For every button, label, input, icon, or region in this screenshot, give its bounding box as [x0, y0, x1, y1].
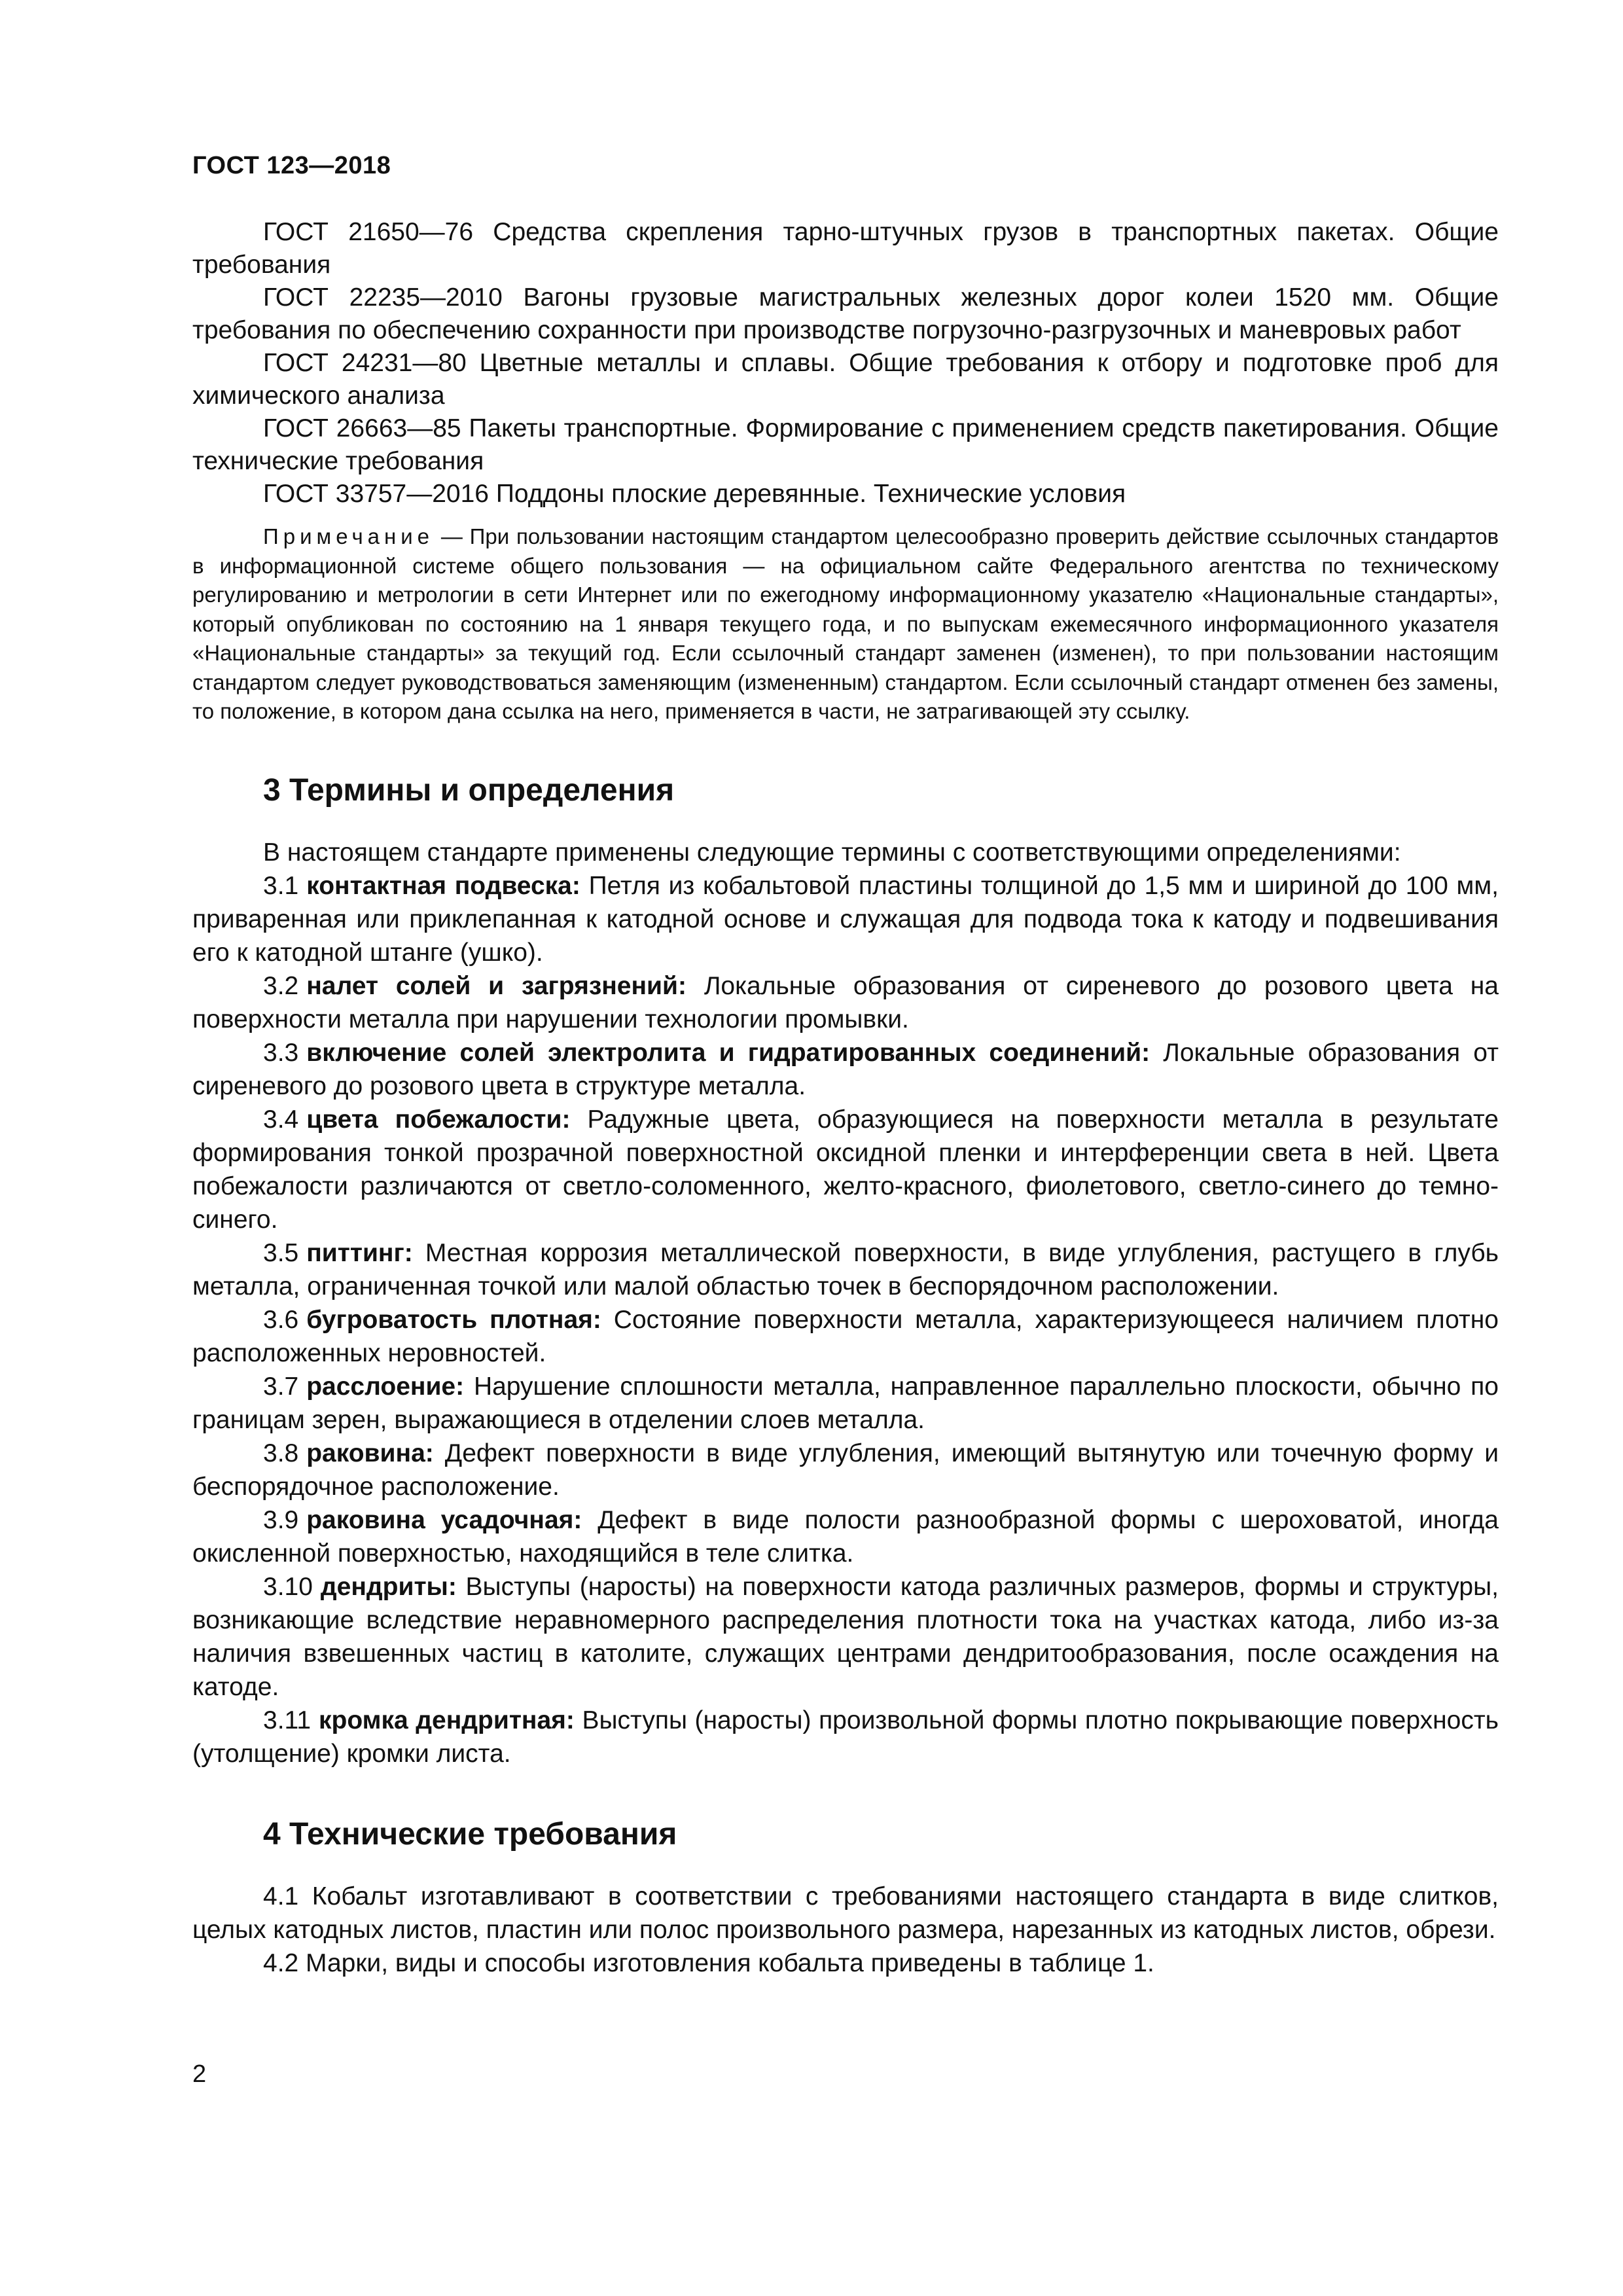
term-number: 3.11	[263, 1706, 312, 1734]
term-text: Петля из кобальтовой пластины толщиной до 1,5 мм и шириной до 100 мм, приваренная или приклепанная к катодной основе и служащая для подвода тока к катоду и подвешивания его к катодной штанге (ушко).	[192, 871, 1499, 967]
note-label: Примечание	[263, 524, 435, 548]
normative-references-list	[192, 216, 1499, 511]
term-name: питтинг:	[306, 1238, 413, 1267]
page-number: 2	[192, 2060, 207, 2088]
term-number: 3.3	[263, 1038, 299, 1067]
term-name: включение солей электролита и гидратированных соединений:	[306, 1038, 1150, 1067]
term-text: Выступы (наросты) произвольной формы плотно покрывающие поверхность (утолщение) кромки листа.	[192, 1706, 1499, 1768]
term-definition	[192, 1236, 1499, 1303]
term-definition	[192, 869, 1499, 969]
term-text: Нарушение сплошности металла, направленное параллельно плоскости, обычно по границам зерен, выражающиеся в отделении слоев металла.	[192, 1372, 1499, 1434]
term-name: налет солей и загрязнений:	[306, 971, 687, 1000]
term-text: Радужные цвета, образующиеся на поверхности металла в результате формирования тонкой прозрачной поверхностной оксидной пленки и интерференции света в ней. Цвета побежалости различаются от светло-соломенного, желто-красного, фиолетового, светло-синего до темно-синего.	[192, 1105, 1499, 1234]
term-definition	[192, 969, 1499, 1036]
reference-item: ГОСТ 22235—2010 Вагоны грузовые магистральных железных дорог колеи 1520 мм. Общие требования по обеспечению сохранности при производстве погрузочно-разгрузочных и маневровых работ	[192, 283, 1499, 344]
term-definition	[192, 1570, 1499, 1704]
term-text: Состояние поверхности металла, характеризующееся наличием плотно расположенных неровностей.	[192, 1305, 1499, 1367]
term-number: 3.5	[263, 1238, 299, 1267]
term-number: 3.7	[263, 1372, 299, 1401]
term-text: Дефект в виде полости разнообразной формы с шероховатой, иногда окисленной поверхностью, находящийся в теле слитка.	[192, 1505, 1499, 1568]
page-content	[192, 216, 1499, 1980]
section-3-intro: В настоящем стандарте применены следующие термины с соответствующими определениями:	[263, 838, 1401, 867]
requirement-paragraph: 4.1 Кобальт изготавливают в соответствии с требованиями настоящего стандарта в виде слитков, целых катодных листов, пластин или полос произвольного размера, нарезанных из катодных листов, обрези.	[192, 1882, 1499, 1944]
term-text: Дефект поверхности в виде углубления, имеющий вытянутую или точечную форму и беспорядочное расположение.	[192, 1439, 1499, 1501]
term-number: 3.6	[263, 1305, 299, 1334]
term-name: дендриты:	[320, 1572, 457, 1601]
term-definition	[192, 1437, 1499, 1503]
term-name: расслоение:	[306, 1372, 465, 1401]
section-3-title: 3 Термины и определения	[263, 772, 675, 808]
term-definition	[192, 1103, 1499, 1236]
term-name: раковина:	[306, 1439, 434, 1467]
section-4-title: 4 Технические требования	[263, 1816, 677, 1852]
note-block	[192, 522, 1499, 726]
term-text: Местная коррозия металлической поверхности, в виде углубления, растущего в глубь металла, ограниченная точкой или малой областью точек в беспорядочном расположении.	[192, 1238, 1499, 1300]
reference-item: ГОСТ 26663—85 Пакеты транспортные. Формирование с применением средств пакетирования. Общие технические требования	[192, 414, 1499, 475]
term-name: цвета побежалости:	[306, 1105, 571, 1134]
term-definition	[192, 1503, 1499, 1570]
term-name: раковина усадочная:	[306, 1505, 582, 1534]
term-number: 3.1	[263, 871, 299, 900]
reference-item: ГОСТ 21650—76 Средства скрепления тарно-штучных грузов в транспортных пакетах. Общие требования	[192, 218, 1499, 279]
reference-item: ГОСТ 24231—80 Цветные металлы и сплавы. Общие требования к отбору и подготовке проб для химического анализа	[192, 349, 1499, 410]
term-text: Локальные образования от сиреневого до розового цвета в структуре металла.	[192, 1038, 1499, 1100]
document-code-header: ГОСТ 123—2018	[192, 152, 391, 179]
reference-item: ГОСТ 33757—2016 Поддоны плоские деревянные. Технические условия	[263, 480, 1126, 508]
term-text: Локальные образования от сиреневого до розового цвета на поверхности металла при нарушении технологии промывки.	[192, 971, 1499, 1033]
note-text: При пользовании настоящим стандартом целесообразно проверить действие ссылочных стандартов в информационной системе общего пользования — на официальном сайте Федерального агентства по техническому регулированию и метрологии в сети Интернет или по ежегодному информационному указателю «Национальные стандарты», который опубликован по состоянию на 1 января текущего года, и по выпускам ежемесячного информационного указателя «Национальные стандарты» за текущий год. Если ссылочный стандарт заменен (изменен), то при пользовании настоящим стандартом следует руководствоваться заменяющим (измененным) стандартом. Если ссылочный стандарт отменен без замены, то положение, в котором дана ссылка на него, применяется в части, не затрагивающей эту ссылку.	[192, 524, 1499, 723]
term-number: 3.9	[263, 1505, 299, 1534]
term-number: 3.8	[263, 1439, 299, 1467]
term-definition	[192, 1303, 1499, 1370]
term-number: 3.4	[263, 1105, 299, 1134]
term-name: кромка дендритная:	[319, 1706, 575, 1734]
term-definition	[192, 1704, 1499, 1770]
term-text: Выступы (наросты) на поверхности катода различных размеров, формы и структуры, возникающие вследствие неравномерного распределения плотности тока на участках катода, либо из-за наличия взвешенных частиц в католите, служащих центрами дендритообразования, после осаждения на катоде.	[192, 1572, 1499, 1701]
term-name: бугроватость плотная:	[306, 1305, 601, 1334]
term-definition	[192, 1036, 1499, 1103]
requirement-paragraph: 4.2 Марки, виды и способы изготовления кобальта приведены в таблице 1.	[263, 1948, 1154, 1977]
note-dash: —	[434, 524, 470, 548]
term-name: контактная подвеска:	[306, 871, 580, 900]
term-number: 3.10	[263, 1572, 313, 1601]
term-definition	[192, 1370, 1499, 1437]
term-number: 3.2	[263, 971, 299, 1000]
